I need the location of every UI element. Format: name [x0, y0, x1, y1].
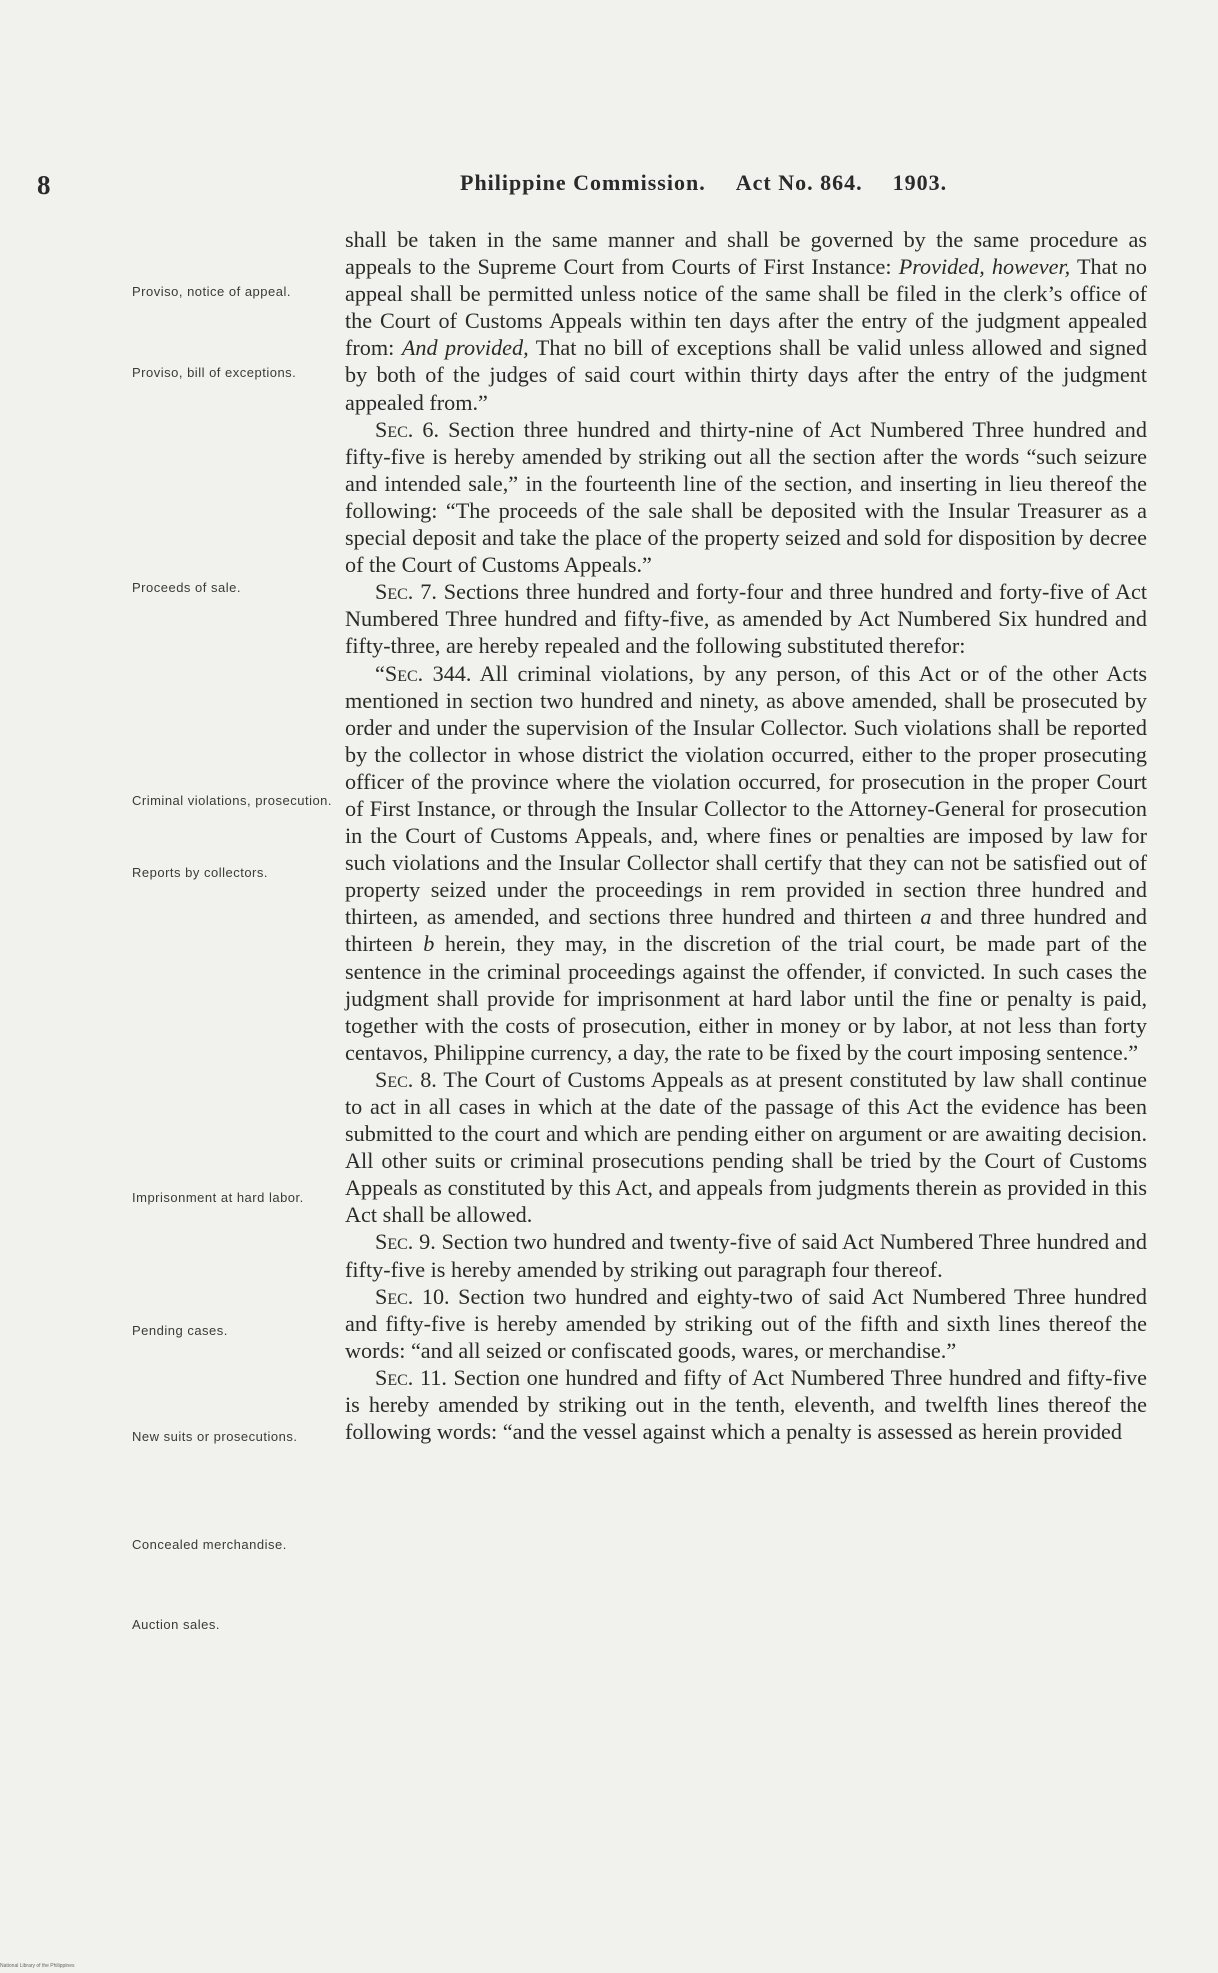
paragraph: Sec. 9. Section two hundred and twenty-five of said Act Numbered Three hundred and fifty-five is hereby amended by striking out paragraph four thereof.	[345, 1229, 1147, 1282]
paragraph: Sec. 10. Section two hundred and eighty-two of said Act Numbered Three hundred and fifty-five is hereby amended by striking out of the fifth and sixth lines thereof the words: “and all seized or confiscated goods, wares, or merchandise.”	[345, 1283, 1147, 1363]
paragraph: Sec. 11. Section one hundred and fifty of Act Numbered Three hundred and fifty-five is hereby amended by striking out in the tenth, eleventh, and twelfth lines thereof the following words: “and the vessel against which a penalty is assessed as herein provided	[345, 1364, 1147, 1445]
margin-note: Criminal violations, prosecution.	[132, 793, 333, 808]
margin-note: Concealed merchandise.	[132, 1537, 287, 1552]
paragraph: Sec. 6. Section three hundred and thirty-nine of Act Numbered Three hundred and fifty-five is hereby amended by striking out all the section after the words “such seizure and intended sale,” in the fourteenth line of the section, and inserting in lieu thereof the following: “The proceeds of the sale shall be deposited with the Insular Treasurer as a special deposit and take the place of the property seized and sold for disposition by decree of the Court of Customs Appeals.”	[345, 416, 1147, 578]
footer-scan-credit: National Library of the Philippines	[0, 1963, 75, 1969]
running-head-act: Act No. 864.	[735, 170, 863, 195]
margin-note: New suits or prosecutions.	[132, 1429, 298, 1444]
running-head	[460, 170, 1160, 196]
paragraph: “Sec. 344. All criminal violations, by any person, of this Act or of the other Acts mentioned in section two hundred and ninety, as above amended, shall be prosecuted by order and under the supervision of the Insular Collector. Such violations shall be reported by the collector in whose district the violation occurred, either to the proper prosecuting officer of the province where the violation occurred, for prosecution in the proper Court of First Instance, or through the Insular Collector to the Attorney-General for prosecution in the Court of Customs Appeals, and, where fines or penalties are imposed by law for such violations and the Insular Collector shall certify that they can not be satisfied out of property seized under the proceedings in rem provided in section three hundred and thirteen, as amended, and sections three hundred and thirteen a and three hundred and thirteen b herein, they may, in the discretion of the trial court, be made part of the sentence in the criminal proceedings against the offender, if convicted. In such cases the judgment shall provide for imprisonment at hard labor until the fine or penalty is paid, together with the costs of prosecution, either in money or by labor, at not less than forty centavos, Philippine currency, a day, the rate to be fixed by the court imposing sentence.”	[345, 660, 1148, 1065]
margin-note: Pending cases.	[132, 1323, 228, 1338]
body-text	[345, 226, 1147, 1445]
running-head-year: 1903.	[892, 170, 948, 195]
page-number: 8	[37, 170, 51, 200]
margin-note: Proceeds of sale.	[132, 580, 241, 595]
paragraph: Sec. 8. The Court of Customs Appeals as at present constituted by law shall continue to act in all cases in which at the date of the passage of this Act the evidence has been submitted to the court and which are pending either on argument or are awaiting decision. All other suits or criminal prosecutions pending shall be tried by the Court of Customs Appeals as constituted by this Act, and appeals from judgments therein as provided in this Act shall be allowed.	[345, 1066, 1147, 1228]
margin-note: Proviso, notice of appeal.	[132, 284, 291, 299]
margin-note: Reports by collectors.	[132, 865, 268, 880]
running-head-title: Philippine Commission.	[460, 170, 706, 195]
margin-note: Auction sales.	[132, 1617, 220, 1632]
paragraph: Sec. 7. Sections three hundred and forty-four and three hundred and forty-five of Act Numbered Three hundred and fifty-five, as amended by Act Numbered Six hundred and fifty-three, are hereby repealed and the following substituted therefor:	[345, 579, 1147, 659]
paragraph: shall be taken in the same manner and shall be governed by the same procedure as appeals to the Supreme Court from Courts of First Instance: Provided, however, That no appeal shall be permitted unless notice of the same shall be filed in the clerk’s office of the Court of Customs Appeals within ten days after the entry of the judgment appealed from: And provided, That no bill of exceptions shall be valid unless allowed and signed by both of the judges of said court within thirty days after the entry of the judgment appealed from.”	[345, 227, 1147, 415]
margin-note: Imprisonment at hard labor.	[132, 1190, 304, 1205]
margin-note: Proviso, bill of exceptions.	[132, 365, 297, 380]
